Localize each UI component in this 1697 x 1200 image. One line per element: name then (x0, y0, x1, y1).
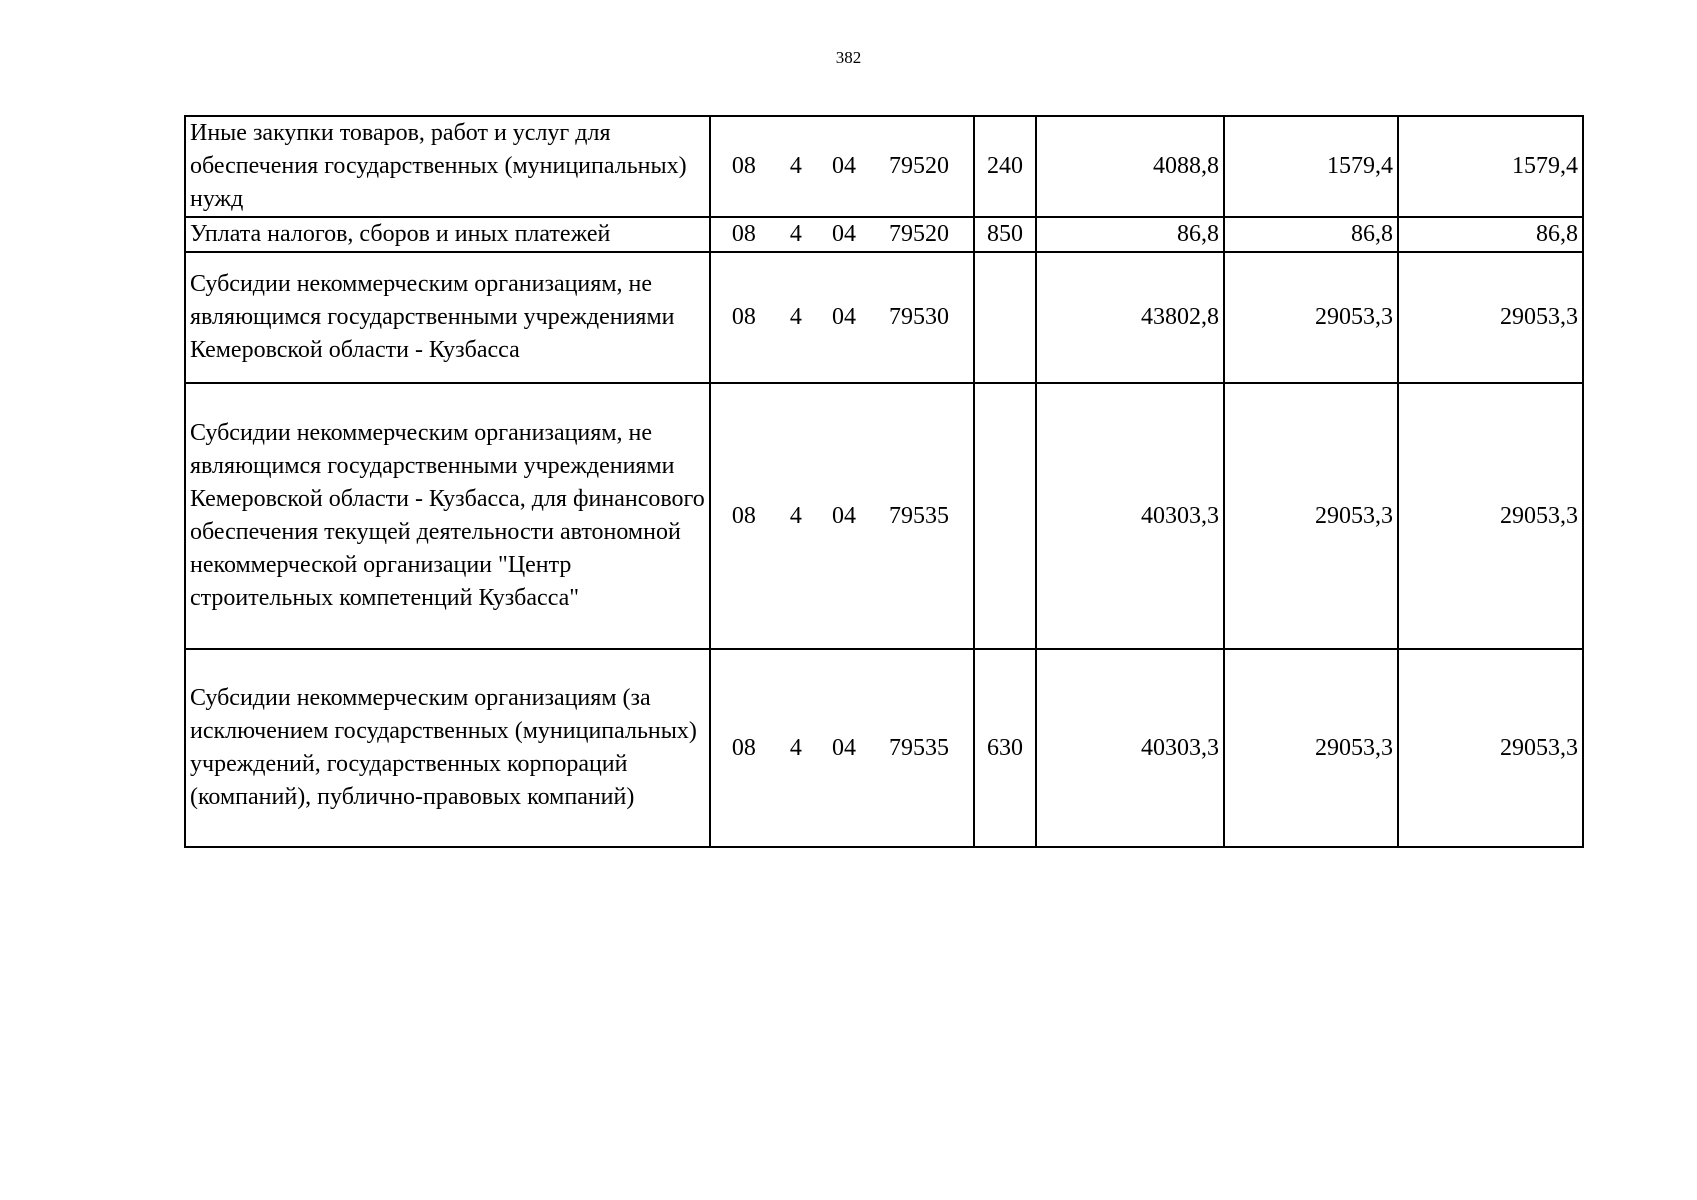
row-codes (710, 217, 974, 252)
amount-1: 40303,3 (1036, 649, 1224, 847)
table-row (185, 252, 1583, 383)
row-codes (710, 383, 974, 649)
direction-code: 79535 (888, 502, 949, 529)
expense-type-code: 630 (974, 649, 1036, 847)
program-code: 4 (789, 304, 802, 330)
amount-2: 1579,4 (1224, 116, 1398, 217)
amount-1: 4088,8 (1036, 116, 1224, 217)
row-name: Уплата налогов, сборов и иных платежей (185, 217, 710, 252)
program-code: 4 (789, 502, 802, 529)
expense-type-code (974, 252, 1036, 383)
row-codes (710, 252, 974, 383)
program-code: 4 (789, 734, 802, 761)
section-code: 08 (731, 221, 756, 247)
expense-type-code: 850 (974, 217, 1036, 252)
direction-code: 79535 (888, 734, 949, 761)
budget-table (184, 115, 1584, 848)
amount-2: 29053,3 (1224, 252, 1398, 383)
row-codes (710, 116, 974, 217)
direction-code: 79520 (888, 221, 949, 247)
table-row (185, 116, 1583, 217)
table-row (185, 383, 1583, 649)
amount-1: 86,8 (1036, 217, 1224, 252)
amount-3: 29053,3 (1398, 649, 1583, 847)
row-codes (710, 649, 974, 847)
amount-1: 43802,8 (1036, 252, 1224, 383)
section-code: 08 (731, 734, 756, 761)
expense-type-code: 240 (974, 116, 1036, 217)
direction-code: 79520 (888, 153, 949, 179)
subprogram-code: 04 (831, 734, 856, 761)
row-name: Субсидии некоммерческим организациям, не являющимся государственными учреждениями Кемеровской области - Кузбасса (185, 252, 710, 383)
table-row (185, 217, 1583, 252)
direction-code: 79530 (888, 304, 949, 330)
expense-type-code (974, 383, 1036, 649)
page-number: 382 (835, 48, 862, 67)
subprogram-code: 04 (831, 502, 856, 529)
section-code: 08 (731, 153, 756, 179)
amount-3: 86,8 (1398, 217, 1583, 252)
amount-2: 29053,3 (1224, 649, 1398, 847)
amount-2: 86,8 (1224, 217, 1398, 252)
program-code: 4 (789, 153, 802, 179)
row-name: Субсидии некоммерческим организациям, не являющимся государственными учреждениями Кемеровской области - Кузбасса, для финансового обеспечения текущей деятельности автономной некоммерческой организации "Центр строительных компетенций Кузбасса" (185, 383, 710, 649)
amount-1: 40303,3 (1036, 383, 1224, 649)
table-row (185, 649, 1583, 847)
section-code: 08 (731, 502, 756, 529)
amount-3: 29053,3 (1398, 252, 1583, 383)
section-code: 08 (731, 304, 756, 330)
row-name: Иные закупки товаров, работ и услуг для обеспечения государственных (муниципальных) нужд (185, 116, 710, 217)
subprogram-code: 04 (831, 221, 856, 247)
amount-3: 1579,4 (1398, 116, 1583, 217)
row-name: Субсидии некоммерческим организациям (за исключением государственных (муниципальных) учреждений, государственных корпораций (компаний), публично-правовых компаний) (185, 649, 710, 847)
subprogram-code: 04 (831, 153, 856, 179)
amount-3: 29053,3 (1398, 383, 1583, 649)
subprogram-code: 04 (831, 304, 856, 330)
amount-2: 29053,3 (1224, 383, 1398, 649)
program-code: 4 (789, 221, 802, 247)
